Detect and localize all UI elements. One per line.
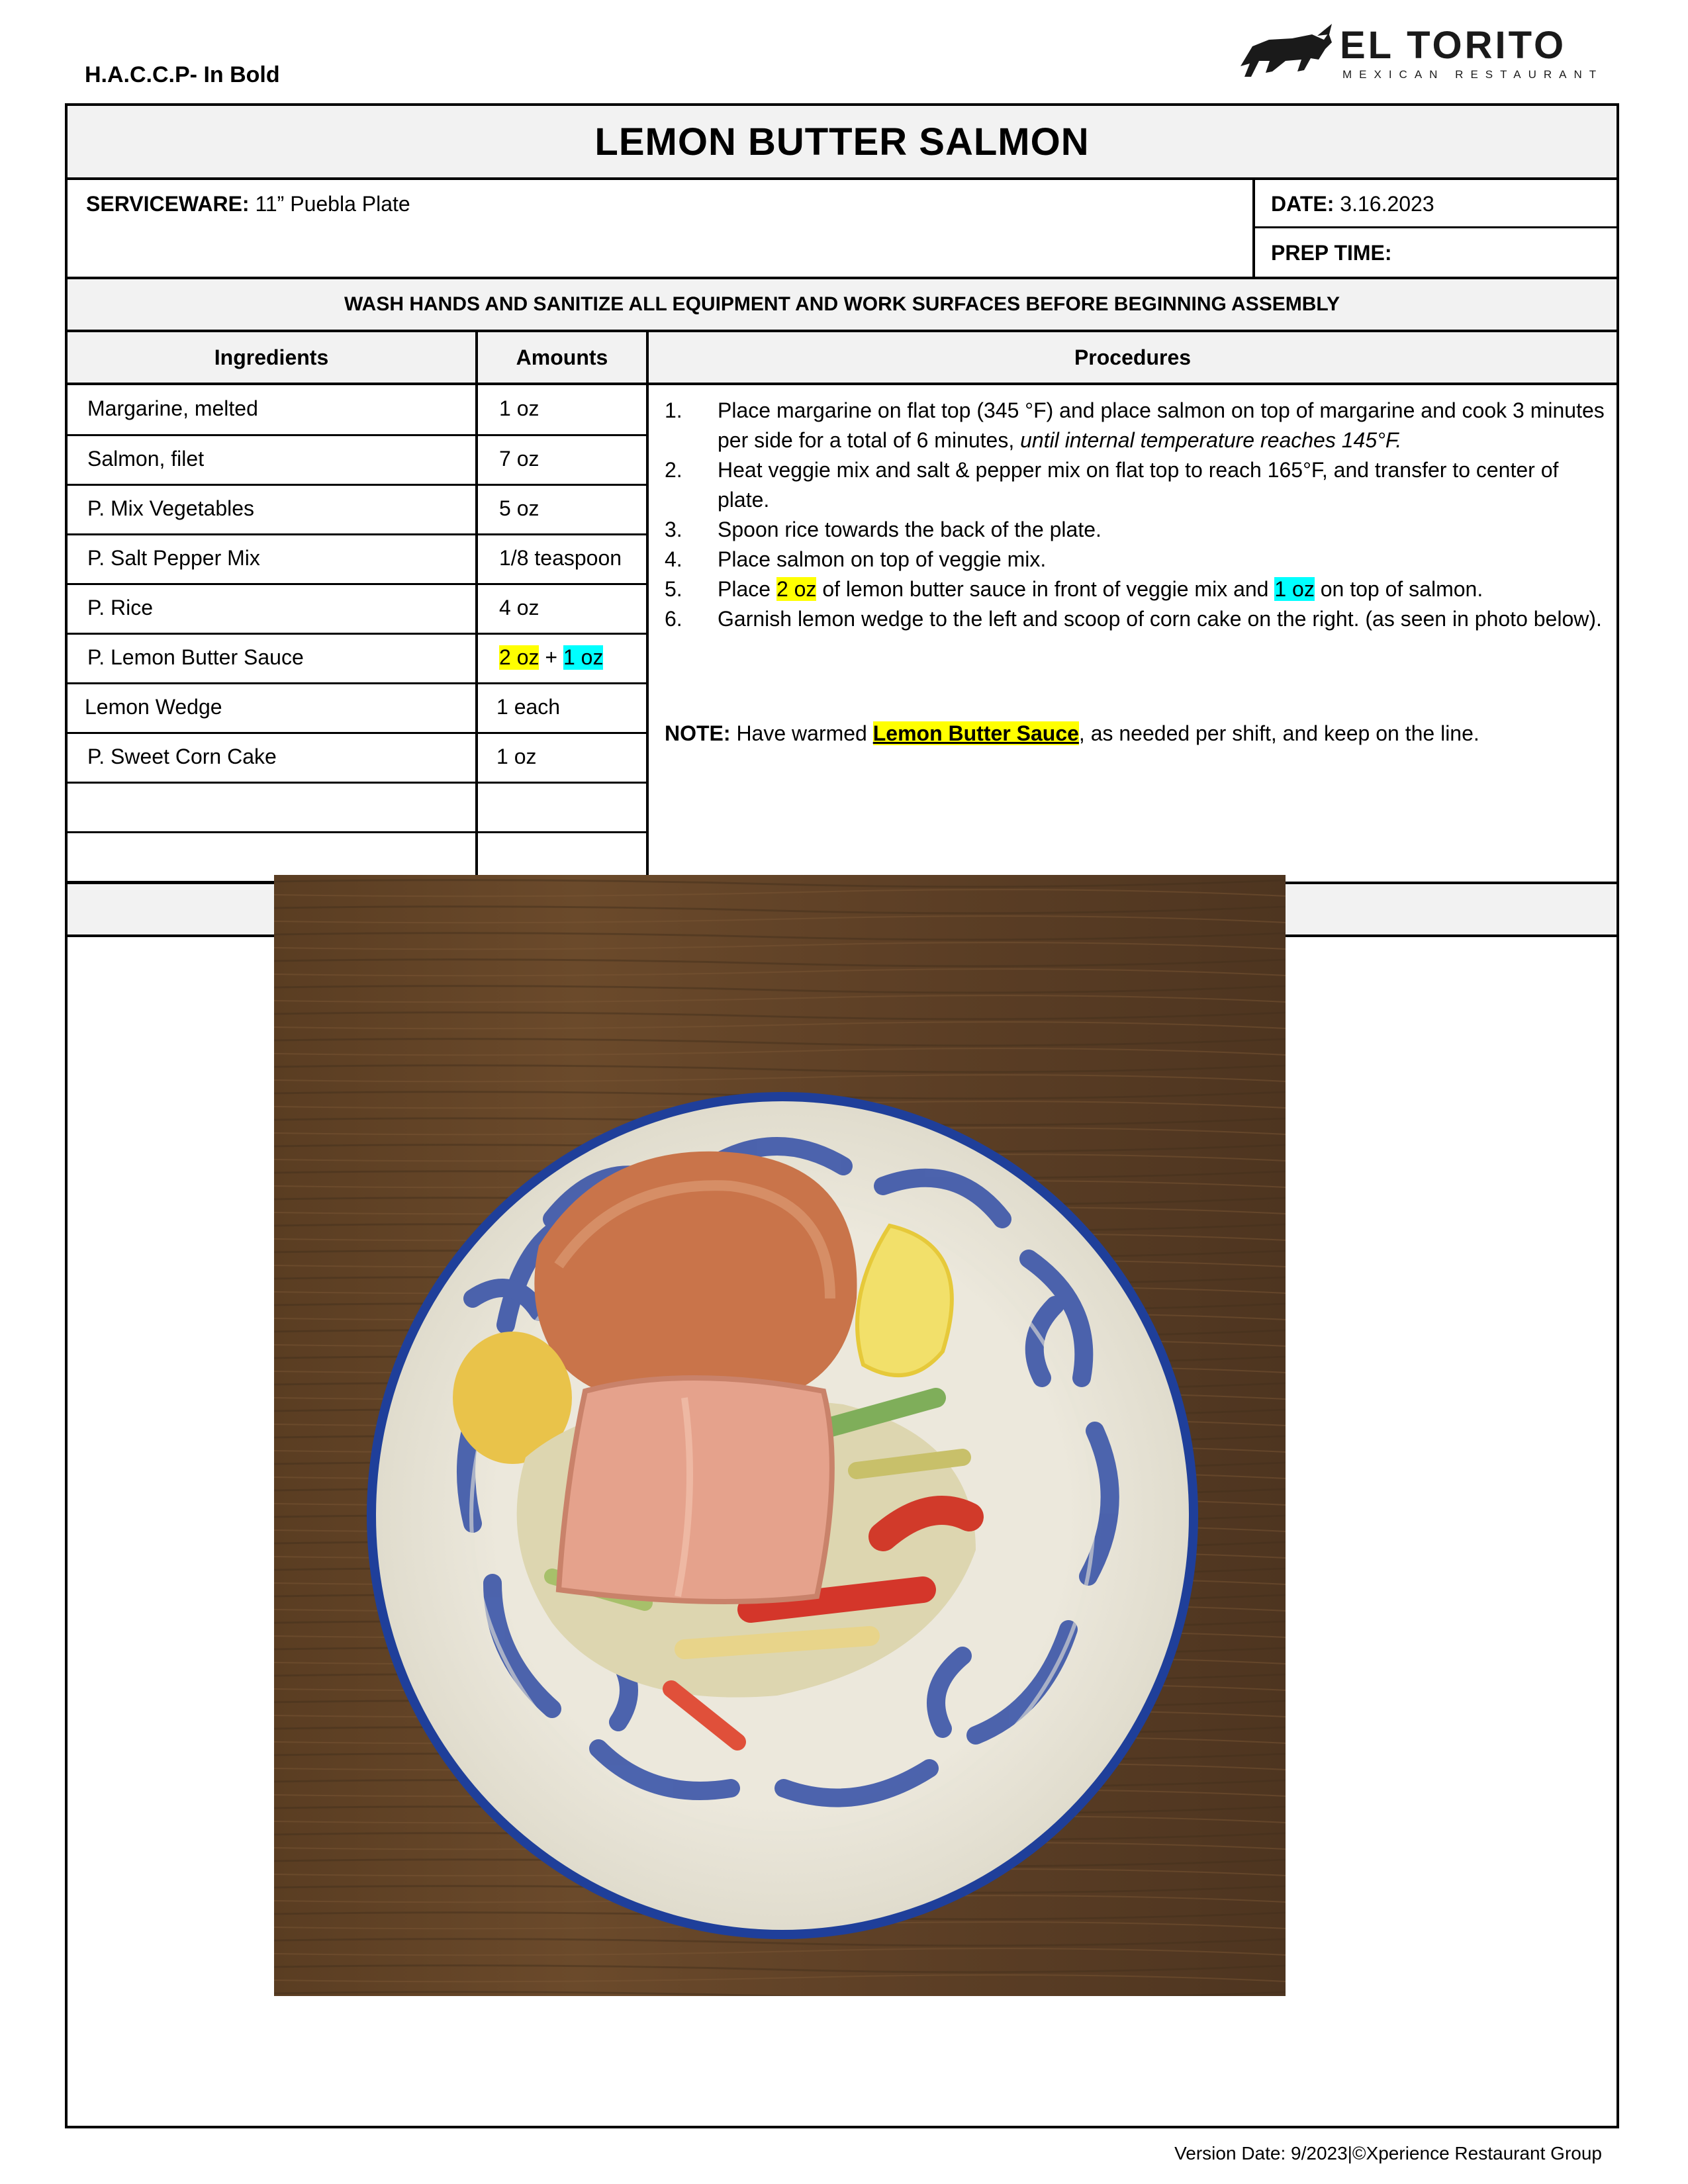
note-post: , as needed per shift, and keep on the line. — [1078, 721, 1479, 745]
page-title: LEMON BUTTER SALMON — [594, 120, 1090, 163]
ingredient-name: Salmon, filet — [87, 447, 205, 471]
step-text-italic: until internal temperature reaches 145°F. — [1020, 428, 1402, 452]
step-number: 2. — [665, 458, 682, 482]
ingredient-name: Lemon Wedge — [85, 695, 222, 719]
wash-notice: WASH HANDS AND SANITIZE ALL EQUIPMENT AND WORK SURFACES BEFORE BEGINNING ASSEMBLY — [344, 293, 1340, 315]
date-label: DATE: — [1271, 192, 1335, 216]
step-highlight-a: 2 oz — [776, 577, 817, 601]
step-text-post: on top of salmon. — [1314, 577, 1483, 601]
salmon-filet — [559, 1378, 832, 1602]
prep-time-field — [1271, 241, 1392, 265]
procedures-header: Procedures — [1074, 345, 1192, 369]
list-item — [665, 396, 1605, 455]
step-number: 4. — [665, 547, 682, 571]
list-item — [665, 574, 1605, 604]
amount-plus: + — [539, 645, 563, 669]
note-label: NOTE: — [665, 721, 731, 745]
ingredient-amount: 1 oz — [499, 396, 539, 420]
ingredient-amount: 7 oz — [499, 447, 539, 471]
step-number: 1. — [665, 398, 682, 422]
step-text: Garnish lemon wedge to the left and scoop of corn cake on the right. (as seen in photo below). — [718, 607, 1602, 631]
note-pre: Have warmed — [730, 721, 873, 745]
ingredient-name: Margarine, melted — [87, 396, 258, 420]
logo-tagline: MEXICAN RESTAURANT — [1342, 68, 1604, 81]
ingredient-amount: 1 oz — [496, 745, 537, 768]
serviceware-field — [86, 192, 410, 216]
step-number: 3. — [665, 518, 682, 541]
serviceware-label: SERVICEWARE: — [86, 192, 250, 216]
ingredient-amount — [499, 633, 603, 682]
haccp-note: H.A.C.C.P- In Bold — [85, 62, 280, 87]
amount-highlight-a: 2 oz — [499, 645, 539, 669]
amount-highlight-b: 1 oz — [563, 645, 604, 669]
step-text: Spoon rice towards the back of the plate. — [718, 518, 1102, 541]
procedures-list — [665, 396, 1605, 634]
ingredient-name: P. Rice — [87, 596, 154, 619]
amounts-header: Amounts — [516, 345, 608, 369]
ingredient-amount: 1 each — [496, 695, 561, 719]
step-number: 5. — [665, 577, 682, 601]
bull-icon — [1241, 24, 1332, 77]
ingredient-name: P. Mix Vegetables — [87, 496, 255, 520]
step-highlight-b: 1 oz — [1274, 577, 1315, 601]
ingredient-amount: 1/8 teaspoon — [499, 546, 622, 570]
note — [665, 721, 1479, 746]
step-text — [718, 396, 1605, 455]
ingredient-name: P. Sweet Corn Cake — [87, 745, 277, 768]
ingredient-amount: 4 oz — [499, 596, 539, 619]
note-highlight: Lemon Butter Sauce — [872, 721, 1079, 745]
serviceware-value: 11” Puebla Plate — [255, 192, 410, 216]
ingredient-name: P. Salt Pepper Mix — [87, 546, 260, 570]
step-text: Place salmon on top of veggie mix. — [718, 547, 1047, 571]
date-field — [1271, 192, 1434, 216]
prep-time-label: PREP TIME: — [1271, 241, 1392, 265]
logo-name: EL TORITO — [1340, 24, 1567, 67]
ingredients-header: Ingredients — [214, 345, 329, 369]
step-number: 6. — [665, 607, 682, 631]
list-item — [665, 545, 1605, 574]
step-text-main: Place margarine on flat top (345 °F) and place salmon on top of margarine and cook 3 minutes per side for a total of 6 minutes, — [718, 398, 1605, 452]
list-item — [665, 604, 1605, 634]
step-text — [718, 574, 1605, 604]
version-footer: Version Date: 9/2023|©Xperience Restaurant Group — [1174, 2143, 1602, 2163]
date-value: 3.16.2023 — [1340, 192, 1434, 216]
dish-photo — [274, 875, 1286, 1996]
ingredient-amount: 5 oz — [499, 496, 539, 520]
step-text-mid: of lemon butter sauce in front of veggie mix and — [816, 577, 1275, 601]
el-torito-logo — [1233, 20, 1630, 86]
list-item — [665, 515, 1605, 545]
step-text-pre: Place — [718, 577, 776, 601]
ingredient-name: P. Lemon Butter Sauce — [87, 645, 304, 669]
list-item — [665, 455, 1605, 515]
step-text: Heat veggie mix and salt & pepper mix on flat top to reach 165°F, and transfer to center of plate. — [718, 458, 1559, 512]
